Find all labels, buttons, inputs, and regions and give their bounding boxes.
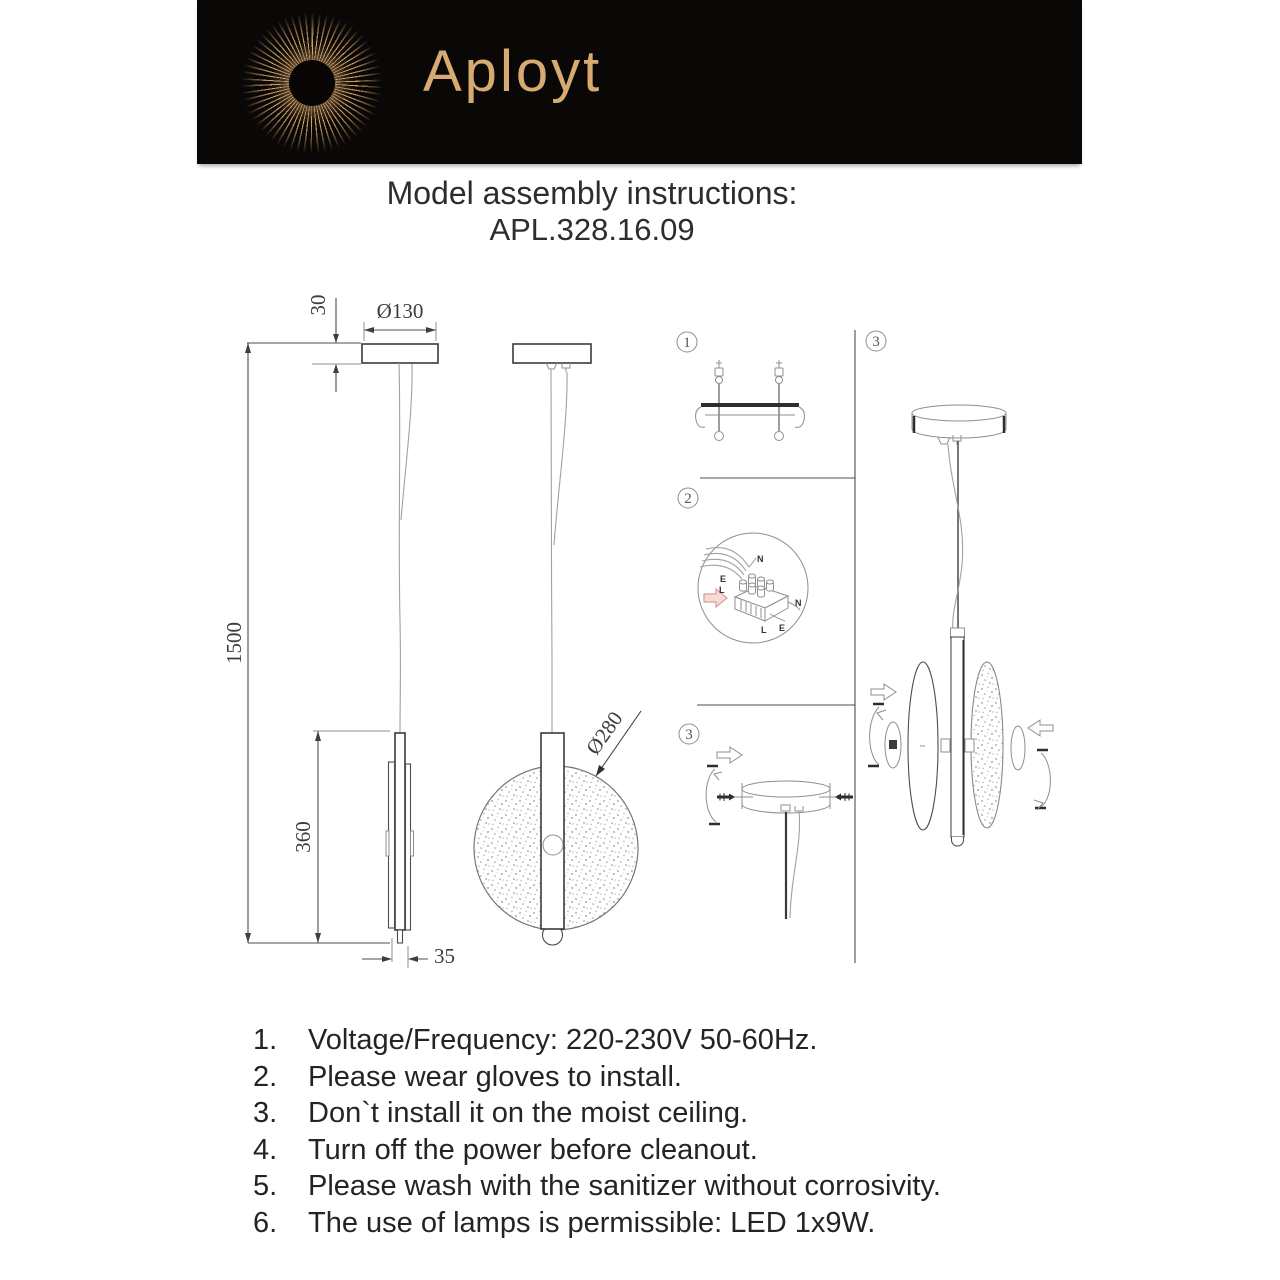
item-number: 3. <box>253 1097 278 1129</box>
step2-number: 2 <box>684 491 692 507</box>
step3-right-number: 3 <box>872 334 880 350</box>
step3-canopy-diagram <box>706 747 853 919</box>
wiring-label-e-bottom: E <box>779 623 786 633</box>
step3-number: 3 <box>685 727 693 743</box>
wiring-label-l-bottom: L <box>761 625 767 635</box>
wiring-label-l-left: L <box>719 585 725 595</box>
technical-drawing <box>0 270 1280 1015</box>
title-block <box>197 174 987 248</box>
item-text: Turn off the power before cleanout. <box>308 1133 758 1166</box>
wiring-label-n-right: N <box>795 598 802 608</box>
dim-canopy-diameter: Ø130 <box>376 299 424 323</box>
instruction-list <box>253 1022 941 1241</box>
item-number: 2. <box>253 1060 278 1093</box>
dim-canopy-offset: 30 <box>306 294 330 316</box>
item-text: Please wash with the sanitizer without corrosivity. <box>308 1170 941 1202</box>
final-assembly-drawing <box>868 405 1053 846</box>
step1-number: 1 <box>683 335 691 351</box>
item-number: 5. <box>253 1170 278 1202</box>
sunburst-logo-icon <box>232 3 392 163</box>
dim-shade-diameter: Ø280 <box>581 706 628 759</box>
panel-dividers <box>697 330 855 963</box>
item-text: Please wear gloves to install. <box>308 1060 682 1093</box>
item-number: 6. <box>253 1206 278 1239</box>
list-item <box>253 1168 941 1205</box>
item-text: Voltage/Frequency: 220-230V 50-60Hz. <box>308 1024 818 1056</box>
item-text: Don`t install it on the moist ceiling. <box>308 1097 749 1129</box>
wiring-label-e-left: E <box>720 574 727 584</box>
list-item <box>253 1205 941 1242</box>
page-title: Model assembly instructions: <box>386 175 798 211</box>
list-item <box>253 1132 941 1169</box>
brand-name: Aployt <box>423 39 603 104</box>
list-item <box>253 1059 941 1096</box>
step1-bracket-diagram <box>696 360 805 441</box>
front-view-drawing <box>474 344 641 945</box>
side-view-drawing <box>222 295 455 969</box>
dim-suspension-length: 1500 <box>222 622 246 664</box>
list-item <box>253 1095 941 1132</box>
wiring-label-n-top: N <box>757 554 764 564</box>
dim-shade-thickness: 35 <box>434 944 455 968</box>
push-arrow-icon <box>717 747 742 763</box>
push-arrow-right-icon <box>1028 720 1053 736</box>
item-number: 1. <box>253 1024 278 1056</box>
push-arrow-left-icon <box>871 684 896 700</box>
model-number: APL.328.16.09 <box>489 212 695 247</box>
dim-shade-height: 360 <box>291 821 315 853</box>
step2-wiring-diagram <box>698 533 808 643</box>
item-number: 4. <box>253 1133 278 1166</box>
list-item <box>253 1022 941 1059</box>
item-text: The use of lamps is permissible: LED 1x9W. <box>308 1206 876 1239</box>
corner-rays-decoration <box>652 0 1082 164</box>
brand-banner <box>197 0 1082 164</box>
